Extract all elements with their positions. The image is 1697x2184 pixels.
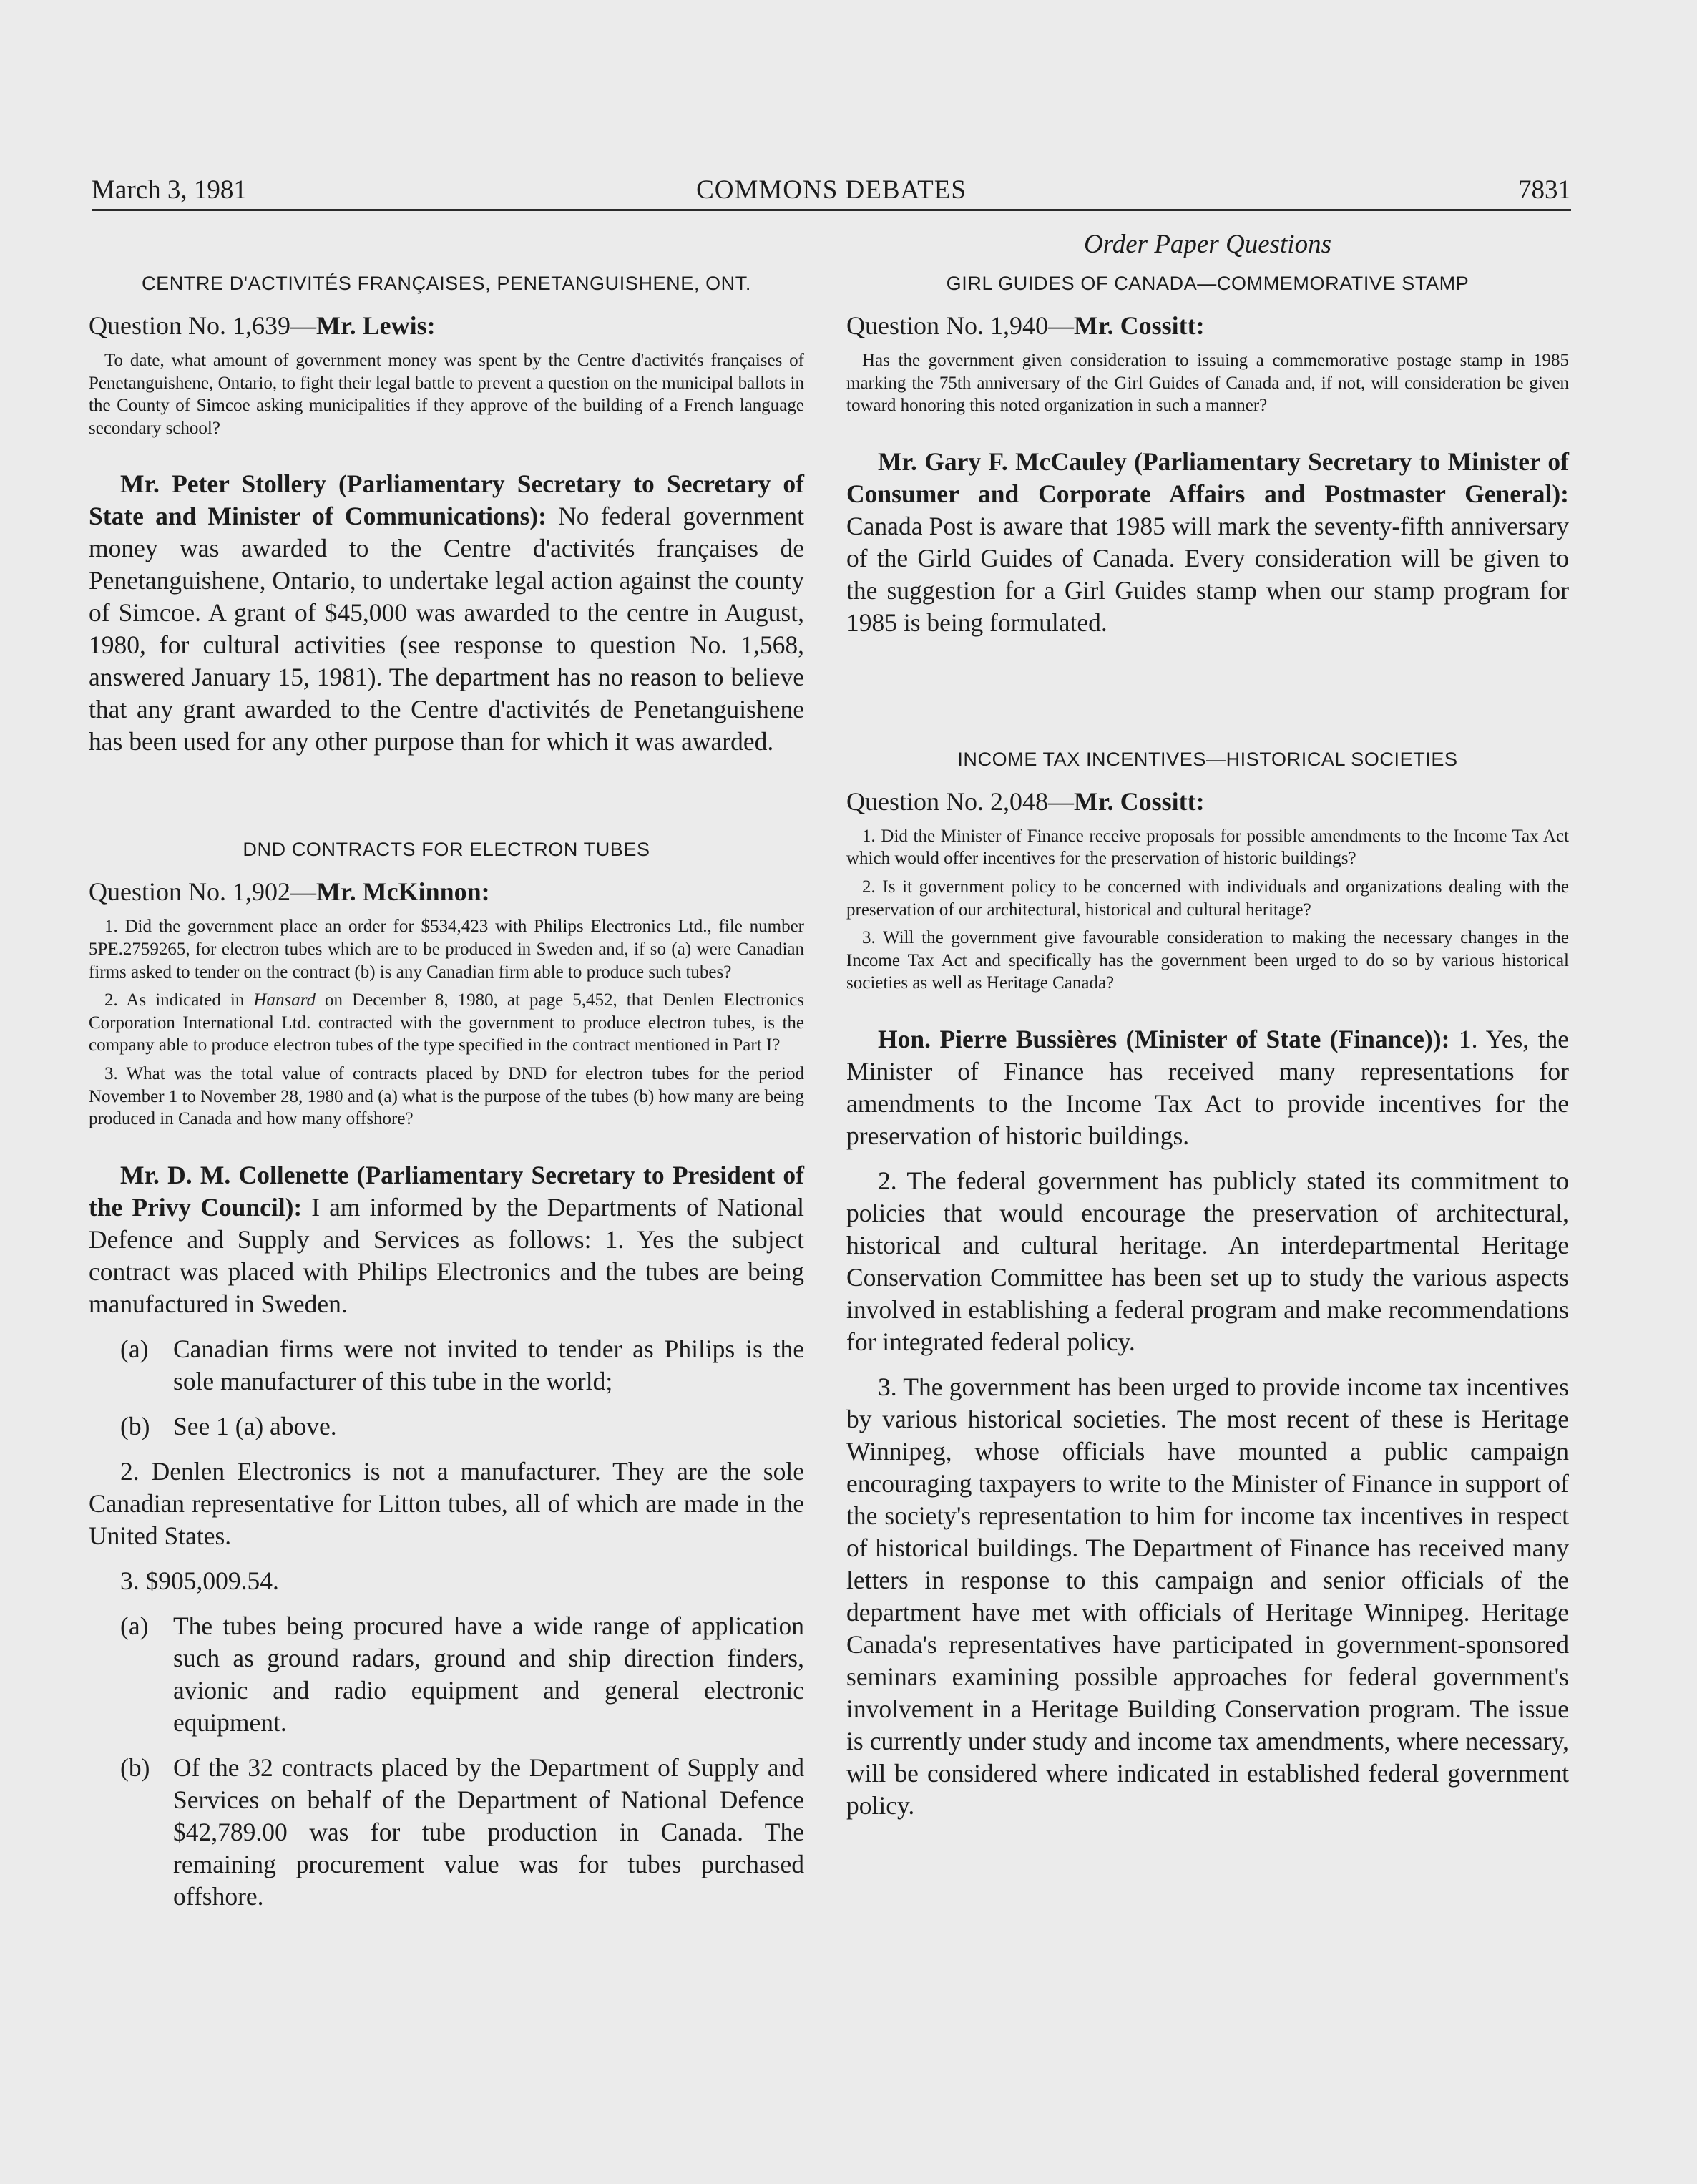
answer-text: Canada Post is aware that 1985 will mark the seventy-fifth anniversary of the Girld Guides of Canada. Every consideration will be given to the suggestion for a Girl Guides stamp when our stamp program for 1985 is being formulated.: [846, 511, 1569, 637]
header-title: COMMONS DEBATES: [696, 175, 967, 205]
question-line-2048: [846, 785, 1569, 818]
question-member: Mr. Cossitt:: [1074, 786, 1205, 816]
question-part-3: 3. What was the total value of contracts placed by DND for electron tubes for the period November 1 to November 28, 1980 and (a) what is the purpose of the tubes (b) how many are being produced in Canada and how many offshore?: [89, 1063, 804, 1129]
answer-item-3: 3. $905,009.54.: [120, 1566, 279, 1595]
item-label: (b): [120, 1752, 150, 1782]
running-header: [92, 172, 1571, 211]
question-part-3: 3. Will the government give favourable consideration to making the necessary changes in the Income Tax Act and specifically has the government been urged to do so by various historical societies as well as Heritage Canada?: [846, 928, 1569, 993]
item-label: (a): [120, 1334, 149, 1363]
answer-item-1a: [89, 1333, 804, 1398]
question-part-2: [89, 989, 804, 1057]
item-text: The tubes being procured have a wide range of application such as ground radars, ground and ship direction finders, avionic and radio equipment and general electronic equipment.: [173, 1611, 804, 1737]
item-text: See 1 (a) above.: [173, 1411, 337, 1440]
question-line-1940: [846, 309, 1569, 342]
answer-1940: [846, 446, 1569, 639]
answer-2048: [846, 1023, 1569, 1152]
answer-item-3a: [89, 1610, 804, 1739]
right-column: [846, 228, 1569, 1835]
question-number: Question No. 1,639—: [89, 311, 316, 340]
section-note: Order Paper Questions: [1084, 230, 1331, 259]
question-number: Question No. 1,940—: [846, 311, 1074, 340]
question-line-1639: [89, 309, 804, 342]
question-part-2-pre: 2. As indicated in: [104, 990, 254, 1010]
question-member: Mr. Cossitt:: [1074, 311, 1205, 340]
answer-item-3b: [89, 1752, 804, 1913]
question-part-1: 1. Did the Minister of Finance receive proposals for possible amendments to the Income Tax Act which would offer incentives for the preservation of historic buildings?: [846, 826, 1569, 869]
question-number: Question No. 2,048—: [846, 786, 1074, 816]
header-page-number: 7831: [1518, 175, 1571, 205]
answer-text: 1. Yes, the Minister of Finance has received many representations for amendments to the Income Tax Act to provide incentives for the preservation of historic buildings.: [846, 1024, 1569, 1150]
item-text: Canadian firms were not invited to tender as Philips is the sole manufacturer of this tube in the world;: [173, 1334, 804, 1395]
question-part-1: 1. Did the government place an order for $534,423 with Philips Electronics Ltd., file number 5PE.2759265, for electron tubes which are to be produced in Sweden and, if so (a) were Canadian firms asked to tender on the contract (b) is any Canadian firm able to produce such tubes?: [89, 917, 804, 982]
question-member: Mr. Lewis:: [316, 311, 436, 340]
item-label: (a): [120, 1611, 149, 1640]
section-heading-girl-guides: GIRL GUIDES OF CANADA—COMMEMORATIVE STAMP: [946, 273, 1469, 294]
question-part-2: 2. Is it government policy to be concerned with individuals and organizations dealing with the preservation of our architectural, historical and cultural heritage?: [846, 877, 1569, 920]
left-column: [89, 228, 804, 1926]
section-heading-income-tax: INCOME TAX INCENTIVES—HISTORICAL SOCIETIES: [957, 748, 1458, 770]
header-date: March 3, 1981: [92, 175, 247, 205]
item-label: (b): [120, 1411, 150, 1440]
answer-speaker: Hon. Pierre Bussières (Minister of State (Finance)):: [878, 1024, 1450, 1053]
question-text-1639: To date, what amount of government money was spent by the Centre d'activités françaises of Penetanguishene, Ontario, to fight their legal battle to prevent a question on the municipal ballots in the County of Simcoe asking municipalities if they approve of the building of a French language secondary school?: [89, 351, 804, 438]
answer-item-3: 3. The government has been urged to provide income tax incentives by various historical societies. The most recent of these is Heritage Winnipeg, whose officials have mounted a public campaign encouraging taxpayers to write to the Minister of Finance in support of the society's representation to him for income tax incentives in respect of historical buildings. The Department of Finance has received many letters in response to this campaign and senior officials of the department have met with officials of Heritage Winnipeg. Heritage Canada's representatives have participated in government-sponsored seminars examining possible approaches for federal government's involvement in a Heritage Building Conservation program. The issue is currently under study and income tax amendments, where necessary, will be considered where indicated in established federal government policy.: [846, 1372, 1569, 1820]
question-line-1902: [89, 875, 804, 908]
question-number: Question No. 1,902—: [89, 877, 316, 907]
answer-speaker: Mr. Gary F. McCauley (Parliamentary Secretary to Minister of Consumer and Corporate Affairs and Postmaster General):: [846, 447, 1569, 508]
answer-text: No federal government money was awarded to the Centre d'activités françaises de Penetanguishene, Ontario, to undertake legal action against the county of Simcoe. A grant of $45,000 was awarded to the centre in August, 1980, for cultural activities (see response to question No. 1,568, answered January 15, 1981). The department has no reason to believe that any grant awarded to the Centre d'activités de Penetanguishene has been used for any other purpose than for which it was awarded.: [89, 502, 804, 756]
question-member: Mr. McKinnon:: [316, 877, 490, 907]
question-part-2-post: on December 8, 1980, at page 5,452, that Denlen Electronics Corporation International Ltd. contracted with the government to produce electron tubes, is the company able to produce electron tubes of the type specified in the contract mentioned in Part I?: [89, 990, 804, 1056]
section-heading-dnd: DND CONTRACTS FOR ELECTRON TUBES: [243, 839, 650, 861]
answer-speaker: Mr. Peter Stollery (Parliamentary Secretary to Secretary of State and Minister of Communications):: [89, 469, 804, 531]
answer-1902: [89, 1159, 804, 1320]
answer-item-1b: [89, 1410, 804, 1443]
answer-item-2: 2. The federal government has publicly stated its commitment to policies that would encourage the preservation of architectural, historical and cultural heritage. An interdepartmental Heritage Conservation Committee has been set up to study the various aspects involved in establishing a federal program and make recommendations for integrated federal policy.: [846, 1166, 1569, 1356]
item-text: Of the 32 contracts placed by the Department of Supply and Services on behalf of the Department of National Defence $42,789.00 was for tube production in Canada. The remaining procurement value was for tubes purchased offshore.: [173, 1752, 804, 1911]
answer-1639: [89, 468, 804, 758]
hansard-reference: Hansard: [253, 990, 316, 1010]
section-heading-centre: CENTRE D'ACTIVITÉS FRANÇAISES, PENETANGUISHENE, ONT.: [142, 273, 751, 294]
answer-text: I am informed by the Departments of National Defence and Supply and Services as follows: 1. Yes the subject contract was placed with Philips Electronics and the tubes are being manufactured in Sweden.: [89, 1192, 804, 1318]
answer-item-2: 2. Denlen Electronics is not a manufacturer. They are the sole Canadian representative for Litton tubes, all of which are made in the United States.: [89, 1456, 804, 1550]
question-text-1940: Has the government given consideration to issuing a commemorative postage stamp in 1985 marking the 75th anniversary of the Girl Guides of Canada and, if not, will consideration be given toward honoring this noted organization in such a manner?: [846, 351, 1569, 416]
answer-speaker: Mr. D. M. Collenette (Parliamentary Secretary to President of the Privy Council):: [89, 1160, 804, 1222]
